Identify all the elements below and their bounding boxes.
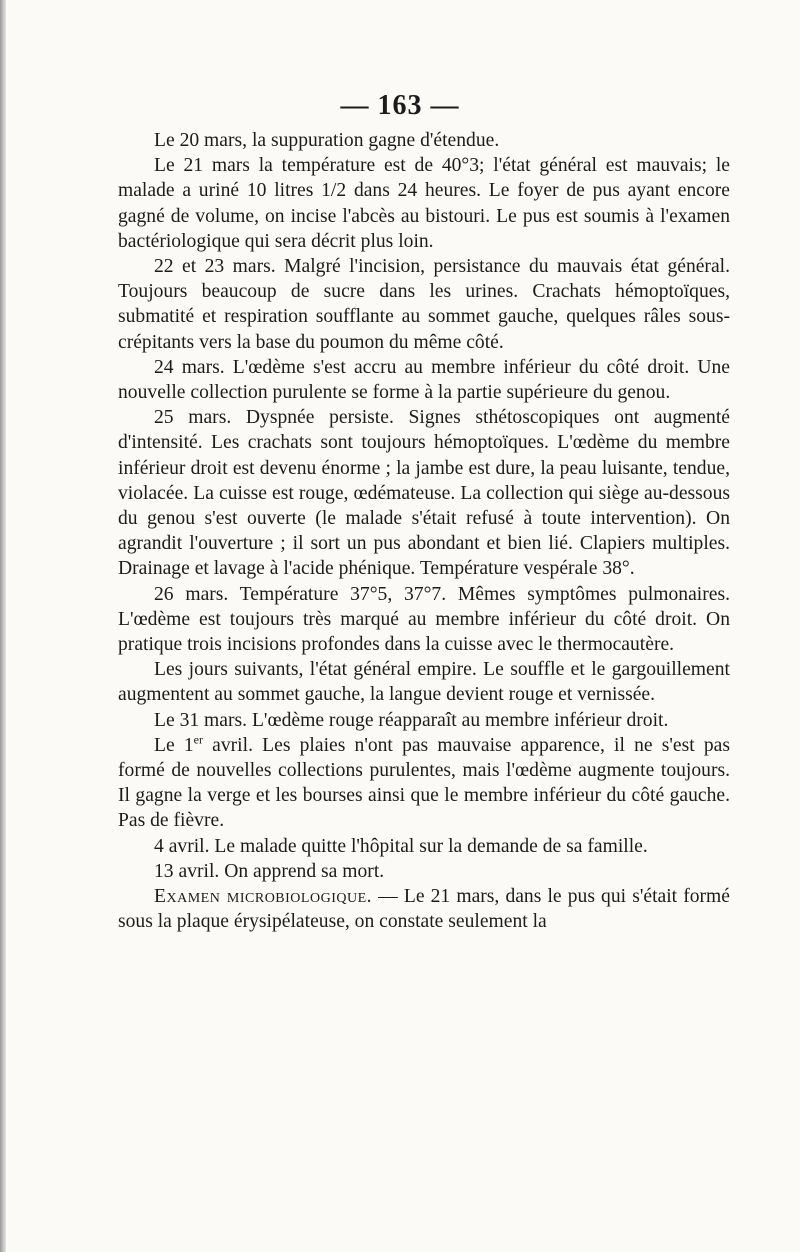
paragraph-24-mars: 24 mars. L'œdème s'est accru au membre inférieur du côté droit. Une nouvelle collection purulente se forme à la partie supérieure du genou. xyxy=(118,356,730,404)
ordinal-superscript: er xyxy=(193,732,203,747)
paragraph-1-avril-prefix: Le 1 xyxy=(154,734,194,756)
paragraph-26-mars: 26 mars. Température 37°5, 37°7. Mêmes symptômes pulmonaires. L'œdème est toujours très marqué au membre inférieur du côté droit. On pratique trois incisions profondes dans la cuisse avec le thermocautère. xyxy=(118,583,730,656)
paragraph-4-avril: 4 avril. Le malade quitte l'hôpital sur la demande de sa famille. xyxy=(154,835,648,857)
paragraph-22-23-mars: 22 et 23 mars. Malgré l'incision, persistance du mauvais état général. Toujours beaucoup de sucre dans les urines. Crachats hémoptoïques, submatité et respiration soufflante au sommet gauche, quelques râles sous-crépitants vers la base du poumon du même côté. xyxy=(118,256,730,353)
page-number: — 163 — xyxy=(340,90,460,121)
paragraph-31-mars: Le 31 mars. L'œdème rouge réapparaît au membre inférieur droit. xyxy=(154,709,669,731)
paragraph-examen-microbiologique xyxy=(118,884,730,934)
paragraph-1-avril xyxy=(118,733,730,834)
paragraph-1-avril-text: avril. Les plaies n'ont pas mauvaise apparence, il ne s'est pas formé de nouvelles collections purulentes, mais l'œdème augmente toujours. Il gagne la verge et les bourses ainsi que le membre inférieur du côté gauche. Pas de fièvre. xyxy=(118,734,730,832)
paragraph-25-mars: 25 mars. Dyspnée persiste. Signes sthétoscopiques ont augmenté d'intensité. Les crachats sont toujours hémoptoïques. L'œdème du membre inférieur droit est devenu énorme ; la jambe est dure, la peau luisante, tendue, violacée. La cuisse est rouge, œdémateuse. La collection qui siège au-dessous du genou s'est ouverte (le malade s'était refusé à toute intervention). On agrandit l'ouverture ; il sort un pus abondant et bien lié. Clapiers multiples. Drainage et lavage à l'acide phénique. Température vespérale 38°. xyxy=(118,407,730,580)
page-edge-shadow xyxy=(0,0,6,1252)
section-heading: Examen microbiologique. xyxy=(154,886,373,908)
paragraph-20-mars: Le 20 mars, la suppuration gagne d'étendue. xyxy=(154,130,500,151)
paragraph-13-avril: 13 avril. On apprend sa mort. xyxy=(154,860,385,882)
body-text xyxy=(118,128,730,935)
paragraph-jours-suivants: Les jours suivants, l'état général empire. Le souffle et le gargouillement augmentent au sommet gauche, la langue devient rouge et vernissée. xyxy=(118,659,730,706)
paragraph-21-mars: Le 21 mars la température est de 40°3; l'état général est mauvais; le malade a uriné 10 litres 1/2 dans 24 heures. Le foyer de pus ayant encore gagné de volume, on incise l'abcès au bistouri. Le pus est soumis à l'examen bactériologique qui sera décrit plus loin. xyxy=(118,155,730,252)
section-heading-text: — Le 21 mars, dans le pus qui s'était formé sous la plaque érysipélateuse, on constate seulement la xyxy=(118,886,730,933)
